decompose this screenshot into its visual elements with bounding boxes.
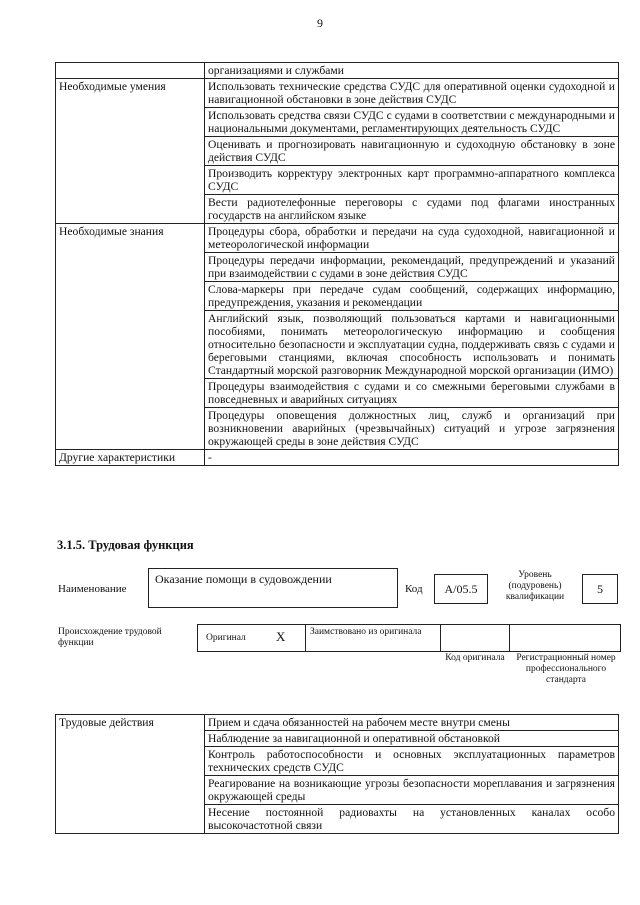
list-item: Реагирование на возникающие угрозы безопасности мореплавания и загрязнения окружающей среды bbox=[205, 776, 619, 805]
divider bbox=[509, 624, 510, 651]
code-original-label: Код оригинала bbox=[445, 653, 505, 663]
table-row bbox=[56, 79, 619, 108]
list-item: Прием и сдача обязанностей на рабочем месте внутри смены bbox=[205, 715, 619, 731]
list-item: - bbox=[205, 450, 619, 466]
table-row bbox=[56, 450, 619, 466]
borrowed-label: Заимствовано из оригинала bbox=[310, 627, 422, 637]
section-title: 3.1.5. Трудовая функция bbox=[57, 538, 194, 552]
list-item: Несение постоянной радиовахты на установленных каналах особо высокочастотной связи bbox=[205, 805, 619, 834]
table-row bbox=[56, 224, 619, 253]
table-row bbox=[56, 715, 619, 731]
level-label: Уровень (подуровень) квалификации bbox=[505, 570, 565, 602]
code-label: Код bbox=[405, 583, 423, 595]
list-item: Английский язык, позволяющий пользоваться картами и навигационными пособиями, понимать метеорологическую информацию и сообщения относительно безопасности и эксплуатации судна, поддерживать связь с судами и береговыми станциями, включая способность использовать и понимать Стандартный морской разговорник Международной морской организации (ИМО) bbox=[205, 311, 619, 379]
divider bbox=[305, 624, 306, 651]
name-value: Оказание помощи в судовождении bbox=[155, 572, 332, 586]
list-item: Использовать технические средства СУДС для оперативной оценки судоходной и навигационной обстановки в зоне действия СУДС bbox=[205, 79, 619, 108]
original-mark: X bbox=[276, 629, 286, 644]
reg-number-label: Регистрационный номер профессионального стандарта bbox=[516, 653, 616, 685]
actions-table bbox=[55, 714, 619, 834]
divider bbox=[440, 624, 441, 651]
origin-label: Происхождение трудовой функции bbox=[58, 627, 162, 648]
list-item: Наблюдение за навигационной и оперативной обстановкой bbox=[205, 731, 619, 747]
section-label: Необходимые знания bbox=[56, 224, 205, 450]
list-item: Процедуры передачи информации, рекомендаций, предупреждений и указаний при взаимодействии с судами в зоне действия СУДС bbox=[205, 253, 619, 282]
row-value: организациями и службами bbox=[205, 63, 619, 79]
list-item: Процедуры взаимодействия с судами и со смежными береговыми службами в повседневных и аварийных ситуациях bbox=[205, 379, 619, 408]
name-label: Наименование bbox=[58, 583, 127, 595]
section-label: Другие характеристики bbox=[56, 450, 205, 466]
list-item: Производить корректуру электронных карт программно-аппаратного комплекса СУДС bbox=[205, 166, 619, 195]
actions-label: Трудовые действия bbox=[56, 715, 205, 834]
level-value: 5 bbox=[582, 574, 618, 604]
name-value-box bbox=[148, 568, 398, 608]
list-item: Контроль работоспособности и основных эксплуатационных параметров технических средств СУДС bbox=[205, 747, 619, 776]
code-value: А/05.5 bbox=[434, 574, 488, 604]
original-label: Оригинал bbox=[206, 633, 246, 643]
section-label: Необходимые умения bbox=[56, 79, 205, 224]
list-item: Использовать средства связи СУДС с судами в соответствии с международными и национальными документами, регламентирующих деятельность СУДС bbox=[205, 108, 619, 137]
list-item: Вести радиотелефонные переговоры с судами под флагами иностранных государств на английском языке bbox=[205, 195, 619, 224]
table-row bbox=[56, 63, 619, 79]
list-item: Процедуры оповещения должностных лиц, служб и организаций при возникновении аварийных (чрезвычайных) ситуаций и угрозе загрязнения окружающей среды в зоне действия СУДС bbox=[205, 408, 619, 450]
list-item: Оценивать и прогнозировать навигационную и судоходную обстановку в зоне действия СУДС bbox=[205, 137, 619, 166]
row-label bbox=[56, 63, 205, 79]
page-number: 9 bbox=[317, 16, 323, 30]
requirements-table bbox=[55, 62, 619, 466]
list-item: Процедуры сбора, обработки и передачи на суда судоходной, навигационной и метеорологической информации bbox=[205, 224, 619, 253]
list-item: Слова-маркеры при передаче судам сообщений, содержащих информацию, предупреждения, указания и рекомендации bbox=[205, 282, 619, 311]
